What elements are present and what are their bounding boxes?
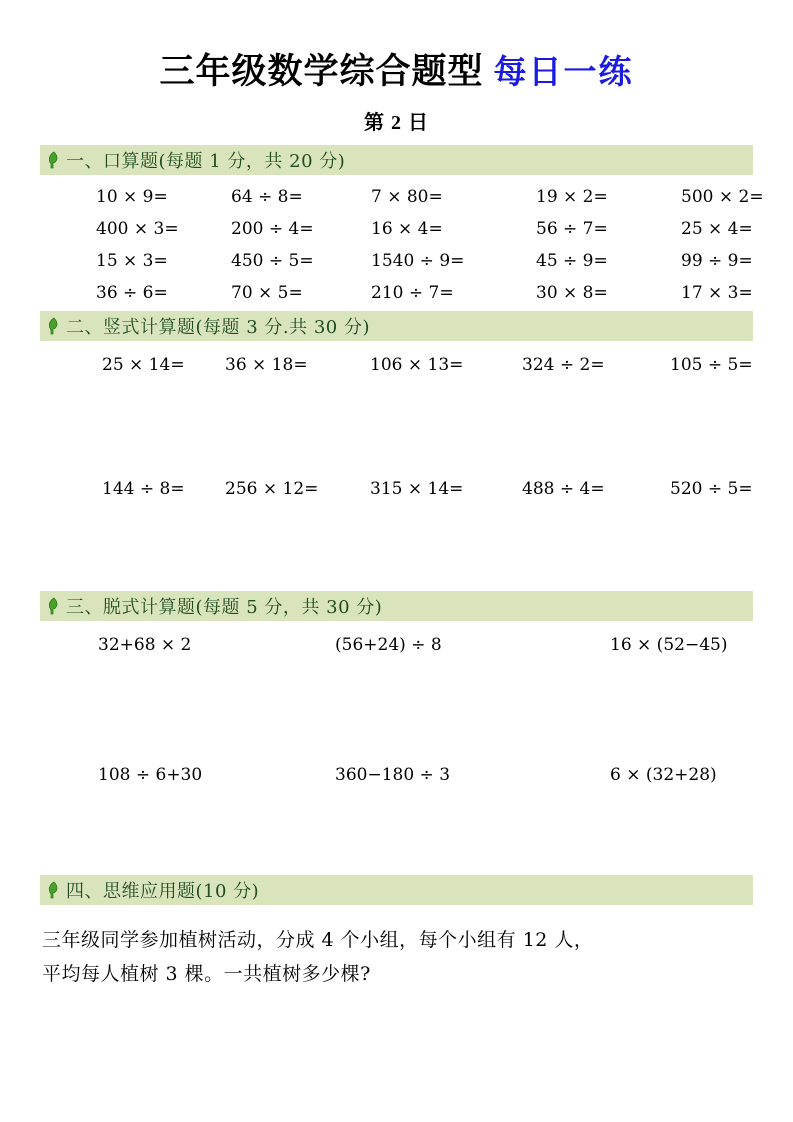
answer-space <box>40 499 753 583</box>
section-title-4: 四、思维应用题(10 分) <box>66 881 260 902</box>
oral-problem-item: 200 ÷ 4= <box>231 219 314 239</box>
vertical-calc-item: 105 ÷ 5= <box>670 355 753 375</box>
leaf-icon <box>46 317 62 335</box>
vertical-calc-item: 106 × 13= <box>370 355 464 375</box>
oral-problem-item: 15 × 3= <box>96 251 168 271</box>
answer-space <box>40 655 753 765</box>
vertical-calc-item: 315 × 14= <box>370 479 464 499</box>
oral-problem-item: 45 ÷ 9= <box>536 251 608 271</box>
section-header-1 <box>40 145 753 175</box>
oral-problems-grid <box>40 179 764 303</box>
oral-problem-item: 70 × 5= <box>231 283 303 303</box>
section-header-3 <box>40 591 753 621</box>
oral-problem-item: 25 × 4= <box>681 219 753 239</box>
word-problem-line-2: 平均每人植树 3 棵。一共植树多少棵? <box>42 963 371 985</box>
title-main-text: 三年级数学综合题型 <box>159 51 484 92</box>
oral-problem-item: 64 ÷ 8= <box>231 187 303 207</box>
leaf-icon <box>46 597 62 615</box>
oral-problem-item: 19 × 2= <box>536 187 608 207</box>
oral-problem-item: 500 × 2= <box>681 187 764 207</box>
expression-calc-item: (56+24) ÷ 8 <box>335 635 442 655</box>
oral-problem-item: 17 × 3= <box>681 283 753 303</box>
section-title-3: 三、脱式计算题(每题 5 分，共 30 分) <box>66 597 383 618</box>
vertical-calc-item: 520 ÷ 5= <box>670 479 753 499</box>
word-problem-text <box>40 909 753 991</box>
expression-calc-item: 16 × (52−45) <box>610 635 728 655</box>
oral-problem-item: 56 ÷ 7= <box>536 219 608 239</box>
oral-problem-item: 30 × 8= <box>536 283 608 303</box>
expression-calc-item: 360−180 ÷ 3 <box>335 765 451 785</box>
oral-problem-item: 1540 ÷ 9= <box>371 251 465 271</box>
oral-problem-item: 400 × 3= <box>96 219 179 239</box>
answer-space <box>40 785 753 867</box>
oral-problem-item: 7 × 80= <box>371 187 443 207</box>
expression-calc-item: 32+68 × 2 <box>98 635 192 655</box>
vertical-calc-item: 25 × 14= <box>102 355 185 375</box>
leaf-icon <box>46 881 62 899</box>
vertical-calc-item: 488 ÷ 4= <box>522 479 605 499</box>
answer-space <box>40 375 753 479</box>
vertical-calc-row-1 <box>40 345 753 375</box>
oral-problem-item: 210 ÷ 7= <box>371 283 454 303</box>
section-header-4 <box>40 875 753 905</box>
expression-calc-row-2 <box>40 765 753 785</box>
expression-calc-item: 108 ÷ 6+30 <box>98 765 203 785</box>
section-header-2 <box>40 311 753 341</box>
word-problem-line-1: 三年级同学参加植树活动，分成 4 个小组，每个小组有 12 人， <box>42 929 594 951</box>
leaf-icon <box>46 151 62 169</box>
expression-calc-item: 6 × (32+28) <box>610 765 717 785</box>
expression-calc-row-1 <box>40 625 753 655</box>
section-title-2: 二、竖式计算题(每题 3 分.共 30 分) <box>66 317 371 338</box>
section-title-1: 一、口算题(每题 1 分，共 20 分) <box>66 151 346 172</box>
oral-problem-item: 99 ÷ 9= <box>681 251 753 271</box>
vertical-calc-item: 36 × 18= <box>225 355 308 375</box>
vertical-calc-item: 324 ÷ 2= <box>522 355 605 375</box>
oral-problem-item: 450 ÷ 5= <box>231 251 314 271</box>
oral-problem-item: 16 × 4= <box>371 219 443 239</box>
page-subtitle: 第 2 日 <box>364 112 429 134</box>
oral-problem-item: 36 ÷ 6= <box>96 283 168 303</box>
title-accent-text: 每日一练 <box>493 52 634 91</box>
oral-problem-item: 10 × 9= <box>96 187 168 207</box>
vertical-calc-row-2 <box>40 479 753 499</box>
vertical-calc-item: 256 × 12= <box>225 479 319 499</box>
page-title <box>40 44 753 94</box>
vertical-calc-item: 144 ÷ 8= <box>102 479 185 499</box>
